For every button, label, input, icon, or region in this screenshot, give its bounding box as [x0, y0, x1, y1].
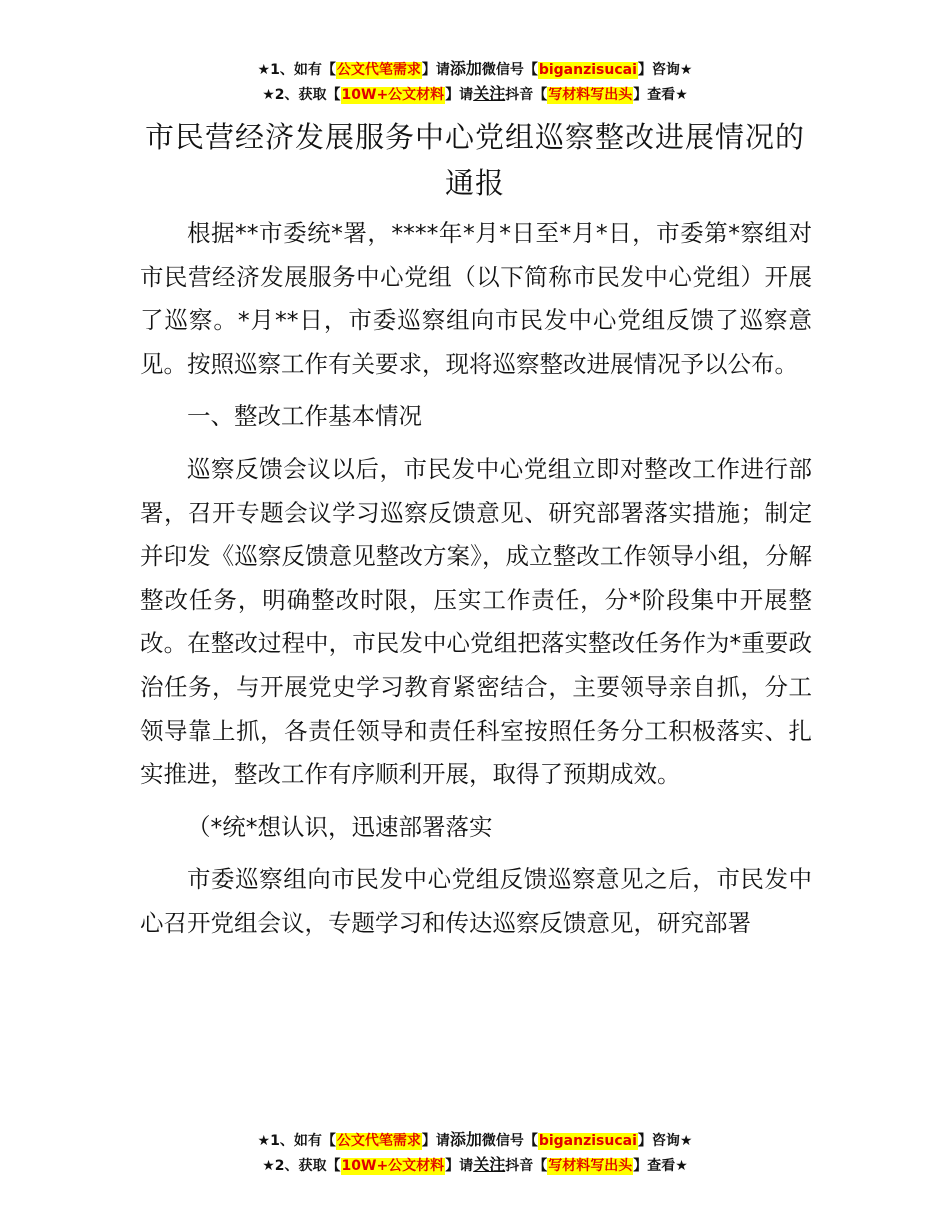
- banner-emphasis: 关注: [473, 1155, 506, 1174]
- banner-text: 抖音【: [505, 87, 548, 103]
- banner-text: 】请: [445, 87, 474, 103]
- banner-line-2: [0, 82, 950, 107]
- banner-emphasis: 关注: [473, 84, 506, 103]
- bottom-banner: [0, 1128, 950, 1178]
- banner-text: 微信号【: [481, 62, 538, 78]
- highlight-service: 公文代笔需求: [336, 1133, 421, 1149]
- banner-text: 抖音【: [505, 1158, 548, 1174]
- banner-text: 】请: [421, 62, 450, 78]
- banner-text: 】查看★: [633, 87, 688, 103]
- banner-emphasis: 添加: [449, 1130, 482, 1149]
- highlight-wechat-id: biganzisucai: [538, 62, 637, 78]
- document-body: [140, 212, 812, 946]
- banner-line-1: [0, 57, 950, 82]
- banner-text: 微信号【: [481, 1133, 538, 1149]
- banner-line-2: [0, 1153, 950, 1178]
- banner-text: ★2、获取【: [262, 1158, 341, 1174]
- paragraph-subsection-1: 市委巡察组向市民发中心党组反馈巡察意见之后，市民发中心召开党组会议，专题学习和传达巡察反馈意见，研究部署: [140, 865, 812, 937]
- banner-text: 】咨询★: [637, 1133, 693, 1149]
- highlight-wechat-id: biganzisucai: [538, 1133, 637, 1149]
- document-title: 市民营经济发展服务中心党组巡察整改进展情况的通报: [144, 120, 805, 200]
- banner-text: ★1、如有【: [257, 1133, 336, 1149]
- section-heading-1: 一、整改工作基本情况: [187, 402, 422, 431]
- banner-line-1: [0, 1128, 950, 1153]
- banner-emphasis: 添加: [449, 59, 482, 78]
- top-banner: [0, 57, 950, 107]
- banner-text: ★2、获取【: [262, 87, 341, 103]
- subsection-heading-1: （*统*想认识，迅速部署落实: [187, 812, 493, 841]
- banner-text: 】查看★: [633, 1158, 688, 1174]
- banner-text: 】咨询★: [637, 62, 693, 78]
- highlight-douyin-id: 写材料写出头: [548, 87, 633, 103]
- banner-text: 】请: [421, 1133, 450, 1149]
- banner-text: 】请: [445, 1158, 474, 1174]
- highlight-materials: 10W+公文材料: [341, 87, 445, 103]
- highlight-materials: 10W+公文材料: [341, 1158, 445, 1174]
- paragraph-section-1: 巡察反馈会议以后，市民发中心党组立即对整改工作进行部署，召开专题会议学习巡察反馈意见、研究部署落实措施；制定并印发《巡察反馈意见整改方案》，成立整改工作领导小组，分解整改任务，明确整改时限，压实工作责任，分*阶段集中开展整改。在整改过程中，市民发中心党组把落实整改任务作为*重要政治任务，与开展党史学习教育紧密结合，主要领导亲自抓，分工领导靠上抓，各责任领导和责任科室按照任务分工积极落实、扎实推进，整改工作有序顺利开展，取得了预期成效。: [140, 454, 812, 789]
- banner-text: ★1、如有【: [257, 62, 336, 78]
- highlight-douyin-id: 写材料写出头: [548, 1158, 633, 1174]
- paragraph-intro: 根据**市委统*署，****年*月*日至*月*日，市委第*察组对市民营经济发展服务中心党组（以下简称市民发中心党组）开展了巡察。*月**日，市委巡察组向市民发中心党组反馈了巡察意见。按照巡察工作有关要求，现将巡察整改进展情况予以公布。: [140, 219, 812, 378]
- highlight-service: 公文代笔需求: [336, 62, 421, 78]
